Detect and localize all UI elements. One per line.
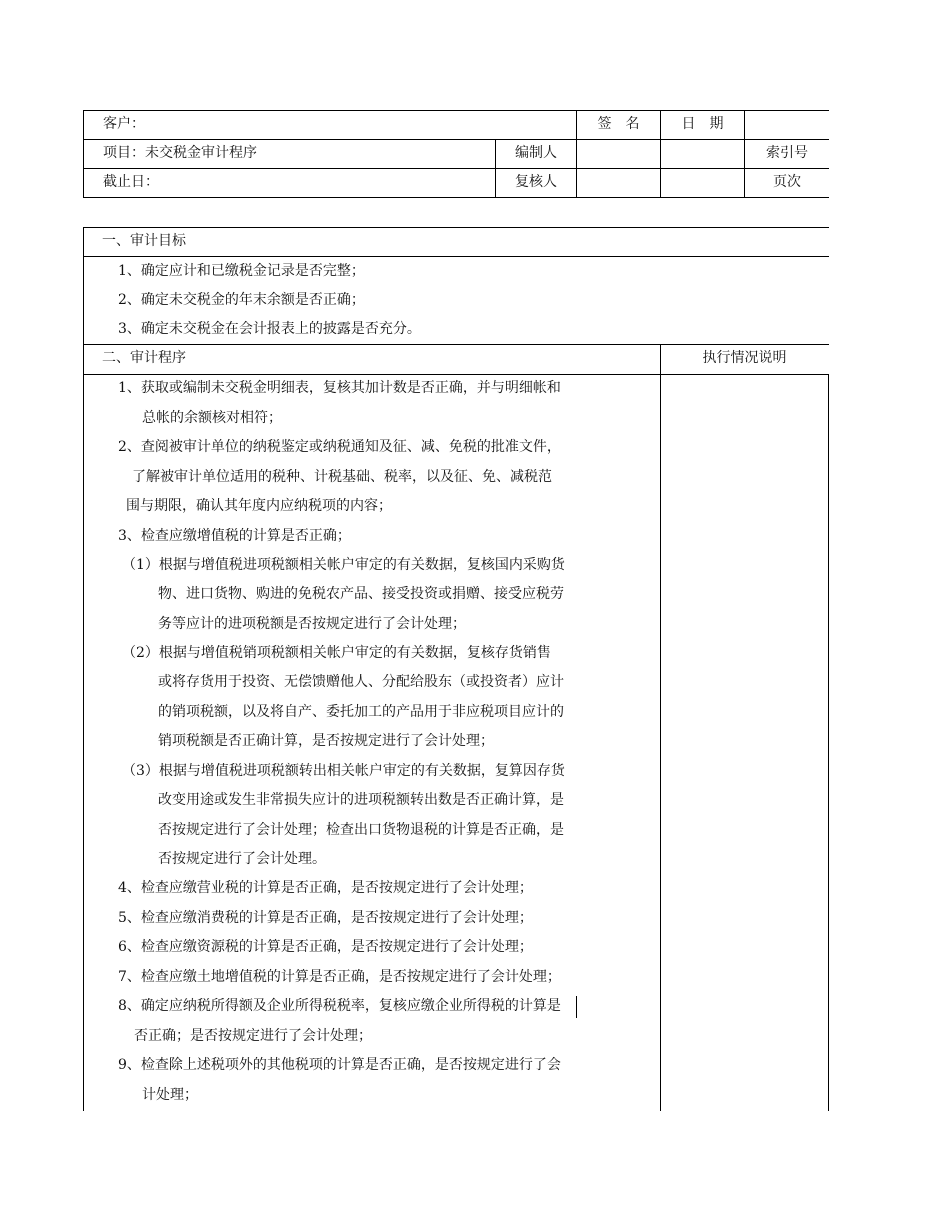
procedure-line: 围与期限，确认其年度内应纳税项的内容； xyxy=(126,498,392,514)
client-label: 客户： xyxy=(103,116,145,132)
procedure-line: 否按规定进行了会计处理；检查出口货物退税的计算是否正确，是 xyxy=(158,822,564,838)
procedure-line: 7、检查应缴土地增值税的计算是否正确，是否按规定进行了会计处理； xyxy=(118,969,561,985)
notes-column-header: 执行情况说明 xyxy=(702,350,787,366)
procedure-line: 5、检查应缴消费税的计算是否正确，是否按规定进行了会计处理； xyxy=(118,910,533,926)
preparer-label: 编制人 xyxy=(515,145,557,161)
objective-item: 2、确定未交税金的年末余额是否正确； xyxy=(118,292,365,308)
procedures-heading: 二、审计程序 xyxy=(102,350,186,366)
objective-item: 1、确定应计和已缴税金记录是否完整； xyxy=(118,263,365,279)
procedure-line: 6、检查应缴资源税的计算是否正确，是否按规定进行了会计处理； xyxy=(118,939,533,955)
procedure-line: 2、查阅被审计单位的纳税鉴定或纳税通知及征、减、免税的批准文件， xyxy=(118,439,561,455)
procedure-line: 计处理； xyxy=(142,1087,198,1103)
objectives-heading: 一、审计目标 xyxy=(102,233,186,249)
procedure-line: 或将存货用于投资、无偿馈赠他人、分配给股东（或投资者）应计 xyxy=(158,674,564,690)
objective-item: 3、确定未交税金在会计报表上的披露是否充分。 xyxy=(118,321,421,337)
project-label: 项目：未交税金审计程序 xyxy=(103,145,257,161)
cutoff-label: 截止日： xyxy=(103,174,159,190)
procedure-line: 物、进口货物、购进的免税农产品、接受投资或捐赠、接受应税劳 xyxy=(158,586,564,602)
procedure-line: 否正确；是否按规定进行了会计处理； xyxy=(134,1028,372,1044)
procedure-line: 4、检查应缴营业税的计算是否正确，是否按规定进行了会计处理； xyxy=(118,880,533,896)
reviewer-label: 复核人 xyxy=(515,174,557,190)
procedure-line: 1、获取或编制未交税金明细表，复核其加计数是否正确，并与明细帐和 xyxy=(118,380,561,396)
procedure-line: 3、检查应缴增值税的计算是否正确； xyxy=(118,528,351,544)
procedure-line: 8、确定应纳税所得额及企业所得税税率，复核应缴企业所得税的计算是 xyxy=(118,998,561,1014)
procedure-line: （3）根据与增值税进项税额转出相关帐户审定的有关数据，复算因存货 xyxy=(122,763,565,779)
procedure-line: （1）根据与增值税进项税额相关帐户审定的有关数据，复核国内采购货 xyxy=(122,557,565,573)
procedure-line: 销项税额是否正确计算，是否按规定进行了会计处理； xyxy=(158,733,494,749)
procedure-line: 9、检查除上述税项外的其他税项的计算是否正确，是否按规定进行了会 xyxy=(118,1057,561,1073)
procedure-line: （2）根据与增值税销项税额相关帐户审定的有关数据，复核存货销售 xyxy=(122,645,551,661)
procedure-line: 改变用途或发生非常损失应计的进项税额转出数是否正确计算，是 xyxy=(158,792,564,808)
signature-label: 签 名 xyxy=(597,116,640,132)
procedure-line: 了解被审计单位适用的税种、计税基础、税率，以及征、免、减税范 xyxy=(132,469,552,485)
index-label: 索引号 xyxy=(766,145,808,161)
procedure-line: 的销项税额，以及将自产、委托加工的产品用于非应税项目应计的 xyxy=(158,704,564,720)
procedure-line: 务等应计的进项税额是否按规定进行了会计处理； xyxy=(158,616,466,632)
page-label: 页次 xyxy=(773,174,801,190)
procedure-line: 否按规定进行了会计处理。 xyxy=(158,851,326,867)
text-cursor xyxy=(576,996,577,1018)
date-label: 日 期 xyxy=(681,116,724,132)
procedure-line: 总帐的余额核对相符； xyxy=(142,410,282,426)
